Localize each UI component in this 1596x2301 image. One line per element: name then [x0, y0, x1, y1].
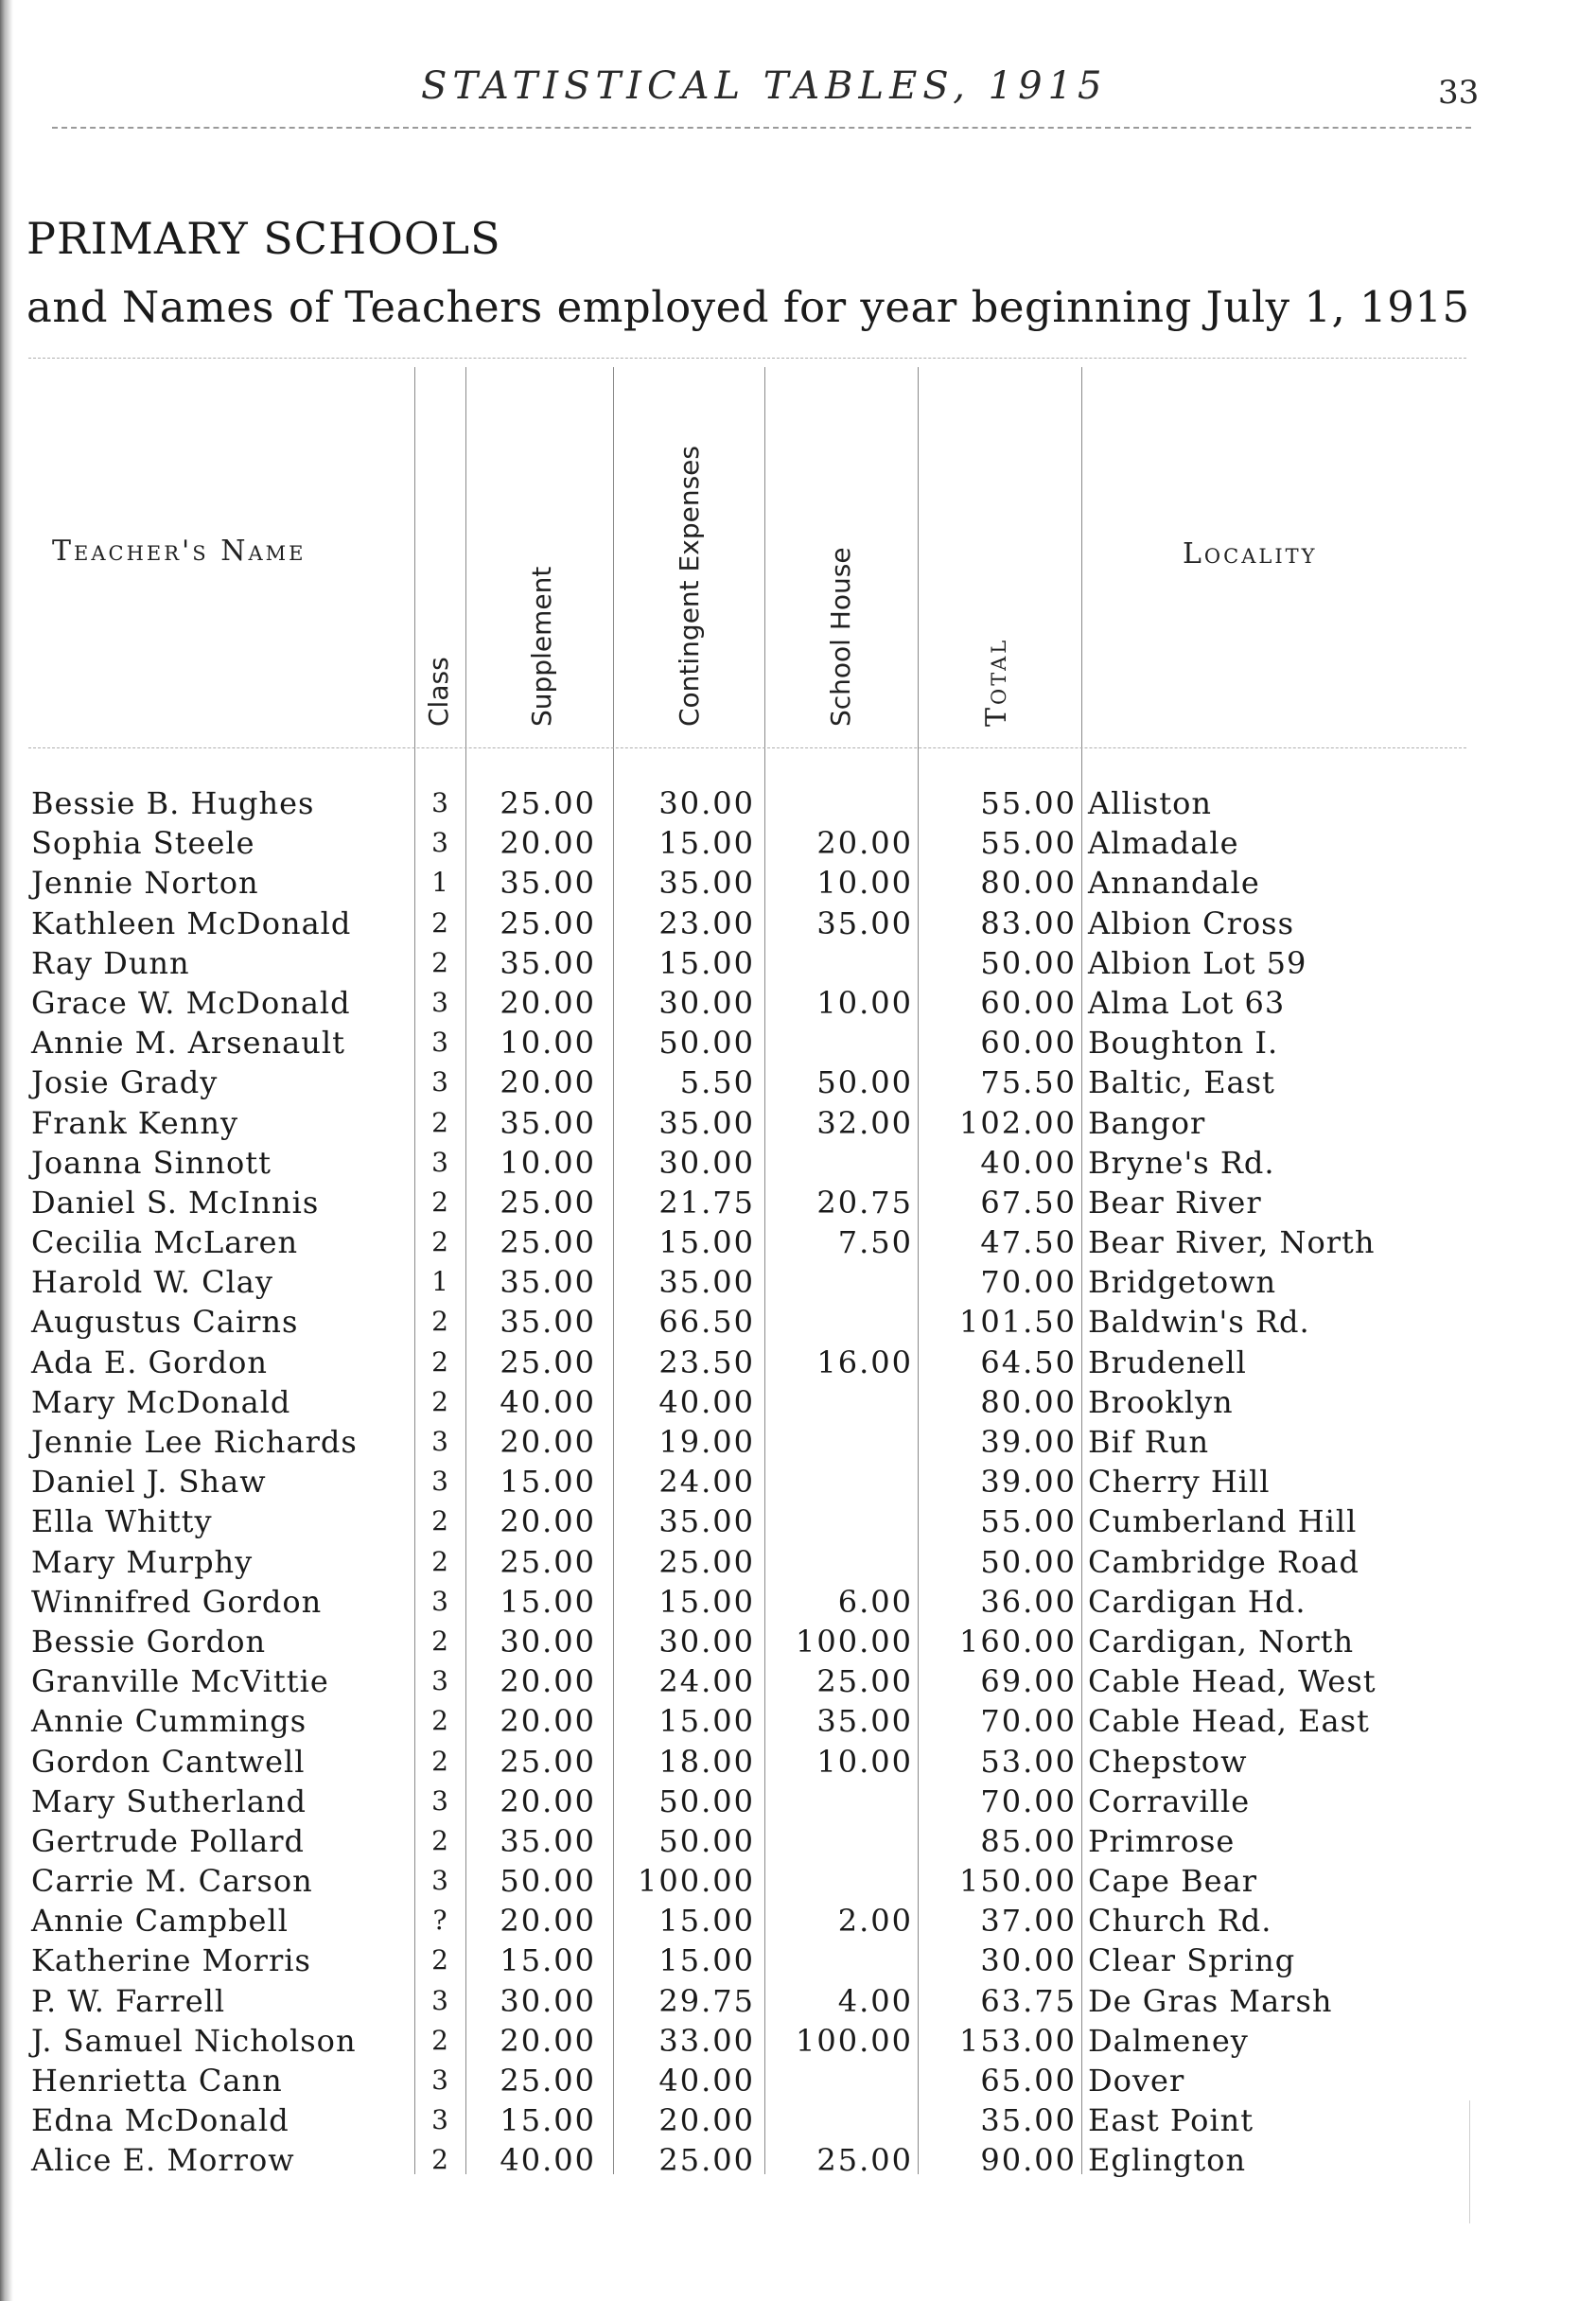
- class-value: 2: [431, 1306, 448, 1338]
- locality-name: Brudenell: [1088, 1344, 1247, 1380]
- class-value: 2: [431, 1545, 448, 1577]
- column-header-contingent-expenses: Contingent Expenses: [674, 446, 705, 727]
- school-house-value: 35.00: [816, 1703, 913, 1740]
- supplement-value: 30.00: [500, 1623, 596, 1660]
- total-value: 80.00: [980, 1383, 1077, 1420]
- table-row: [0, 1143, 1596, 1183]
- supplement-value: 20.00: [500, 1424, 596, 1460]
- supplement-value: 20.00: [500, 2022, 596, 2059]
- contingent-value: 15.00: [658, 825, 755, 862]
- teacher-table-body: [0, 783, 1596, 2181]
- locality-name: East Point: [1088, 2102, 1254, 2139]
- table-row: [0, 1343, 1596, 1382]
- teacher-name: Mary Murphy: [31, 1543, 254, 1580]
- teacher-name: Mary Sutherland: [31, 1783, 307, 1819]
- total-value: 70.00: [980, 1264, 1077, 1301]
- class-value: 3: [431, 1984, 448, 2016]
- contingent-value: 40.00: [658, 2063, 755, 2099]
- teacher-name: Edna McDonald: [31, 2102, 289, 2139]
- total-value: 102.00: [959, 1104, 1077, 1141]
- section-title: PRIMARY SCHOOLS: [26, 213, 501, 264]
- total-value: 63.75: [980, 1982, 1077, 2019]
- total-value: 40.00: [980, 1144, 1077, 1181]
- school-house-value: 2.00: [837, 1903, 913, 1940]
- total-value: 60.00: [980, 1025, 1077, 1062]
- table-row: [0, 1262, 1596, 1302]
- teacher-name: Jennie Lee Richards: [31, 1424, 358, 1460]
- locality-name: Almadale: [1088, 825, 1239, 862]
- locality-name: Alma Lot 63: [1088, 984, 1286, 1021]
- supplement-value: 20.00: [500, 1703, 596, 1740]
- school-house-value: 7.50: [837, 1224, 913, 1261]
- locality-name: Primrose: [1088, 1822, 1236, 1859]
- locality-name: Bryne's Rd.: [1088, 1144, 1275, 1181]
- teacher-name: Frank Kenny: [31, 1104, 239, 1141]
- locality-name: Cape Bear: [1088, 1863, 1257, 1900]
- supplement-value: 10.00: [500, 1144, 596, 1181]
- total-value: 39.00: [980, 1464, 1077, 1501]
- supplement-value: 15.00: [500, 2102, 596, 2139]
- school-house-value: 10.00: [816, 1743, 913, 1780]
- locality-name: Cable Head, East: [1088, 1703, 1370, 1740]
- contingent-value: 25.00: [658, 2142, 755, 2179]
- school-house-value: 4.00: [837, 1982, 913, 2019]
- contingent-value: 23.50: [658, 1344, 755, 1380]
- class-value: 2: [431, 1186, 448, 1218]
- locality-name: Eglington: [1088, 2142, 1247, 2179]
- table-row: [0, 1901, 1596, 1941]
- table-row: [0, 1742, 1596, 1782]
- locality-name: Cherry Hill: [1088, 1464, 1271, 1501]
- total-value: 36.00: [980, 1583, 1077, 1620]
- school-house-value: 35.00: [816, 905, 913, 941]
- teacher-name: Henrietta Cann: [31, 2063, 283, 2099]
- contingent-value: 100.00: [638, 1863, 755, 1900]
- school-house-value: 25.00: [816, 1663, 913, 1700]
- class-value: 2: [431, 2024, 448, 2056]
- teacher-name: Daniel S. McInnis: [31, 1184, 320, 1221]
- table-row: [0, 2140, 1596, 2180]
- class-value: 3: [431, 1585, 448, 1617]
- table-row: [0, 1302, 1596, 1342]
- table-row: [0, 1422, 1596, 1462]
- teacher-name: Alice E. Morrow: [31, 2142, 295, 2179]
- total-value: 60.00: [980, 984, 1077, 1021]
- teacher-name: Jennie Norton: [31, 865, 259, 902]
- table-row: [0, 1382, 1596, 1422]
- teacher-name: Annie M. Arsenault: [31, 1025, 345, 1062]
- table-row: [0, 1701, 1596, 1741]
- contingent-value: 30.00: [658, 1623, 755, 1660]
- contingent-value: 21.75: [658, 1184, 755, 1221]
- class-value: 2: [431, 1226, 448, 1258]
- supplement-value: 40.00: [500, 1383, 596, 1420]
- header-bottom-rule: [28, 747, 1466, 748]
- total-value: 55.00: [980, 1503, 1077, 1540]
- total-value: 70.00: [980, 1783, 1077, 1819]
- table-row: [0, 1542, 1596, 1582]
- column-header-school-house: School House: [825, 547, 856, 727]
- table-row: [0, 2061, 1596, 2100]
- total-value: 37.00: [980, 1903, 1077, 1940]
- class-value: 2: [431, 906, 448, 939]
- supplement-value: 35.00: [500, 944, 596, 981]
- supplement-value: 20.00: [500, 1783, 596, 1819]
- class-value: 3: [431, 1665, 448, 1697]
- class-value: 3: [431, 2104, 448, 2136]
- supplement-value: 25.00: [500, 1224, 596, 1261]
- teacher-name: Ella Whitty: [31, 1503, 213, 1540]
- class-value: 3: [431, 1426, 448, 1457]
- contingent-value: 23.00: [658, 905, 755, 941]
- supplement-value: 30.00: [500, 1982, 596, 2019]
- teacher-name: Annie Cummings: [31, 1703, 307, 1740]
- locality-name: Bear River, North: [1088, 1224, 1376, 1261]
- table-row: [0, 1183, 1596, 1222]
- contingent-value: 35.00: [658, 865, 755, 902]
- contingent-value: 15.00: [658, 944, 755, 981]
- supplement-value: 20.00: [500, 1064, 596, 1101]
- total-value: 47.50: [980, 1224, 1077, 1261]
- class-value: 1: [431, 867, 448, 899]
- contingent-value: 15.00: [658, 1942, 755, 1979]
- locality-name: Corraville: [1088, 1783, 1251, 1819]
- supplement-value: 20.00: [500, 1503, 596, 1540]
- table-row: [0, 943, 1596, 983]
- table-row: [0, 1821, 1596, 1861]
- school-house-value: 16.00: [816, 1344, 913, 1380]
- class-value: ?: [432, 1905, 447, 1937]
- supplement-value: 25.00: [500, 1743, 596, 1780]
- teacher-name: Gertrude Pollard: [31, 1822, 305, 1859]
- section-subtitle: and Names of Teachers employed for year beginning July 1, 1915: [26, 282, 1470, 332]
- table-row: [0, 1661, 1596, 1701]
- supplement-value: 20.00: [500, 984, 596, 1021]
- table-row: [0, 783, 1596, 823]
- total-value: 80.00: [980, 865, 1077, 902]
- class-value: 3: [431, 986, 448, 1018]
- school-house-value: 25.00: [816, 2142, 913, 2179]
- supplement-value: 35.00: [500, 865, 596, 902]
- table-row: [0, 1023, 1596, 1063]
- contingent-value: 29.75: [658, 1982, 755, 2019]
- school-house-value: 20.00: [816, 825, 913, 862]
- class-value: 3: [431, 1466, 448, 1498]
- supplement-value: 35.00: [500, 1822, 596, 1859]
- locality-name: Dover: [1088, 2063, 1185, 2099]
- table-row: [0, 1941, 1596, 1980]
- class-value: 2: [431, 1944, 448, 1976]
- running-title: STATISTICAL TABLES, 1915: [421, 64, 1108, 108]
- locality-name: Brooklyn: [1088, 1383, 1234, 1420]
- total-value: 55.00: [980, 785, 1077, 821]
- class-value: 3: [431, 1027, 448, 1059]
- class-value: 3: [431, 1146, 448, 1178]
- contingent-value: 5.50: [679, 1064, 755, 1101]
- supplement-value: 15.00: [500, 1583, 596, 1620]
- school-house-value: 32.00: [816, 1104, 913, 1141]
- total-value: 90.00: [980, 2142, 1077, 2179]
- teacher-name: Sophia Steele: [31, 825, 255, 862]
- table-row: [0, 1582, 1596, 1622]
- contingent-value: 50.00: [658, 1783, 755, 1819]
- supplement-value: 10.00: [500, 1025, 596, 1062]
- total-value: 83.00: [980, 905, 1077, 941]
- locality-name: Dalmeney: [1088, 2022, 1249, 2059]
- contingent-value: 20.00: [658, 2102, 755, 2139]
- contingent-value: 30.00: [658, 984, 755, 1021]
- supplement-value: 15.00: [500, 1464, 596, 1501]
- locality-name: Clear Spring: [1088, 1942, 1296, 1979]
- supplement-value: 25.00: [500, 905, 596, 941]
- supplement-value: 35.00: [500, 1304, 596, 1341]
- locality-name: Church Rd.: [1088, 1903, 1272, 1940]
- contingent-value: 15.00: [658, 1583, 755, 1620]
- table-row: [0, 1981, 1596, 2021]
- school-house-value: 20.75: [816, 1184, 913, 1221]
- class-value: 1: [431, 1266, 448, 1298]
- table-row: [0, 983, 1596, 1023]
- table-row: [0, 2021, 1596, 2061]
- teacher-name: Annie Campbell: [31, 1903, 289, 1940]
- class-value: 3: [431, 1784, 448, 1817]
- class-value: 2: [431, 1705, 448, 1737]
- teacher-name: Bessie Gordon: [31, 1623, 267, 1660]
- school-house-value: 10.00: [816, 984, 913, 1021]
- column-header-class: Class: [423, 657, 454, 727]
- contingent-value: 66.50: [658, 1304, 755, 1341]
- teacher-name: Augustus Cairns: [31, 1304, 299, 1341]
- class-value: 2: [431, 1106, 448, 1138]
- locality-name: Cardigan Hd.: [1088, 1583, 1307, 1620]
- contingent-value: 25.00: [658, 1543, 755, 1580]
- total-value: 55.00: [980, 825, 1077, 862]
- running-head: [0, 64, 1596, 121]
- supplement-value: 20.00: [500, 825, 596, 862]
- supplement-value: 20.00: [500, 1663, 596, 1700]
- teacher-name: J. Samuel Nicholson: [31, 2022, 357, 2059]
- contingent-value: 35.00: [658, 1104, 755, 1141]
- class-value: 3: [431, 2064, 448, 2096]
- table-row: [0, 823, 1596, 863]
- total-value: 65.00: [980, 2063, 1077, 2099]
- teacher-name: Winnifred Gordon: [31, 1583, 323, 1620]
- supplement-value: 35.00: [500, 1264, 596, 1301]
- class-value: 3: [431, 827, 448, 859]
- locality-name: Cardigan, North: [1088, 1623, 1355, 1660]
- page-number: 33: [1438, 74, 1480, 112]
- table-row: [0, 904, 1596, 943]
- teacher-name: Katherine Morris: [31, 1942, 311, 1979]
- class-value: 2: [431, 1505, 448, 1537]
- supplement-value: 25.00: [500, 1543, 596, 1580]
- total-value: 85.00: [980, 1822, 1077, 1859]
- contingent-value: 35.00: [658, 1503, 755, 1540]
- table-row: [0, 1222, 1596, 1262]
- total-value: 50.00: [980, 1543, 1077, 1580]
- class-value: 2: [431, 1345, 448, 1378]
- teacher-name: Carrie M. Carson: [31, 1863, 313, 1900]
- teacher-name: P. W. Farrell: [31, 1982, 226, 2019]
- teacher-name: Josie Grady: [31, 1064, 219, 1101]
- school-house-value: 100.00: [796, 2022, 913, 2059]
- contingent-value: 18.00: [658, 1743, 755, 1780]
- contingent-value: 50.00: [658, 1025, 755, 1062]
- total-value: 39.00: [980, 1424, 1077, 1460]
- contingent-value: 15.00: [658, 1703, 755, 1740]
- supplement-value: 40.00: [500, 2142, 596, 2179]
- contingent-value: 15.00: [658, 1224, 755, 1261]
- locality-name: De Gras Marsh: [1088, 1982, 1333, 2019]
- table-row: [0, 1502, 1596, 1541]
- locality-name: Baltic, East: [1088, 1064, 1275, 1101]
- locality-name: Cable Head, West: [1088, 1663, 1377, 1700]
- contingent-value: 30.00: [658, 785, 755, 821]
- school-house-value: 10.00: [816, 865, 913, 902]
- teacher-name: Granville McVittie: [31, 1663, 329, 1700]
- supplement-value: 15.00: [500, 1942, 596, 1979]
- school-house-value: 50.00: [816, 1064, 913, 1101]
- school-house-value: 6.00: [837, 1583, 913, 1620]
- contingent-value: 33.00: [658, 2022, 755, 2059]
- class-value: 2: [431, 946, 448, 978]
- locality-name: Alliston: [1088, 785, 1212, 821]
- table-row: [0, 1462, 1596, 1502]
- total-value: 64.50: [980, 1344, 1077, 1380]
- total-value: 153.00: [959, 2022, 1077, 2059]
- total-value: 75.50: [980, 1064, 1077, 1101]
- margin-rule: [1469, 2100, 1470, 2223]
- teacher-name: Gordon Cantwell: [31, 1743, 306, 1780]
- teacher-name: Grace W. McDonald: [31, 984, 351, 1021]
- total-value: 70.00: [980, 1703, 1077, 1740]
- teacher-name: Harold W. Clay: [31, 1264, 273, 1301]
- supplement-value: 25.00: [500, 1184, 596, 1221]
- running-head-rule: [52, 127, 1471, 129]
- contingent-value: 50.00: [658, 1822, 755, 1859]
- supplement-value: 50.00: [500, 1863, 596, 1900]
- contingent-value: 15.00: [658, 1903, 755, 1940]
- locality-name: Annandale: [1088, 865, 1260, 902]
- class-value: 2: [431, 2144, 448, 2176]
- class-value: 2: [431, 1745, 448, 1777]
- total-value: 101.50: [959, 1304, 1077, 1341]
- supplement-value: 25.00: [500, 2063, 596, 2099]
- table-row: [0, 1622, 1596, 1661]
- class-value: 2: [431, 1824, 448, 1856]
- column-header-teachers-name: Teacher's Name: [52, 535, 307, 568]
- column-header-locality: Locality: [1183, 537, 1318, 571]
- total-value: 35.00: [980, 2102, 1077, 2139]
- teacher-name: Cecilia McLaren: [31, 1224, 299, 1261]
- table-row: [0, 2100, 1596, 2140]
- teacher-name: Joanna Sinnott: [31, 1144, 272, 1181]
- column-header-supplement: Supplement: [526, 566, 557, 727]
- total-value: 69.00: [980, 1663, 1077, 1700]
- teacher-name: Ray Dunn: [31, 944, 190, 981]
- teacher-name: Daniel J. Shaw: [31, 1464, 267, 1501]
- class-value: 3: [431, 1066, 448, 1098]
- teacher-name: Bessie B. Hughes: [31, 785, 315, 821]
- table-row: [0, 1861, 1596, 1901]
- table-row: [0, 863, 1596, 903]
- contingent-value: 30.00: [658, 1144, 755, 1181]
- total-value: 150.00: [959, 1863, 1077, 1900]
- contingent-value: 19.00: [658, 1424, 755, 1460]
- locality-name: Bif Run: [1088, 1424, 1210, 1460]
- locality-name: Baldwin's Rd.: [1088, 1304, 1310, 1341]
- locality-name: Albion Lot 59: [1088, 944, 1307, 981]
- table-row: [0, 1063, 1596, 1102]
- school-house-value: 100.00: [796, 1623, 913, 1660]
- table-top-rule: [28, 358, 1466, 359]
- teacher-name: Ada E. Gordon: [31, 1344, 269, 1380]
- total-value: 67.50: [980, 1184, 1077, 1221]
- class-value: 2: [431, 1625, 448, 1657]
- locality-name: Albion Cross: [1088, 905, 1294, 941]
- teacher-name: Mary McDonald: [31, 1383, 291, 1420]
- supplement-value: 35.00: [500, 1104, 596, 1141]
- locality-name: Bridgetown: [1088, 1264, 1277, 1301]
- total-value: 160.00: [959, 1623, 1077, 1660]
- locality-name: Cumberland Hill: [1088, 1503, 1358, 1540]
- column-header-total: Total: [980, 637, 1013, 727]
- locality-name: Cambridge Road: [1088, 1543, 1359, 1580]
- class-value: 2: [431, 1385, 448, 1417]
- contingent-value: 40.00: [658, 1383, 755, 1420]
- locality-name: Bangor: [1088, 1104, 1206, 1141]
- contingent-value: 24.00: [658, 1663, 755, 1700]
- class-value: 3: [431, 1865, 448, 1897]
- supplement-value: 25.00: [500, 785, 596, 821]
- supplement-value: 20.00: [500, 1903, 596, 1940]
- total-value: 50.00: [980, 944, 1077, 981]
- locality-name: Bear River: [1088, 1184, 1262, 1221]
- locality-name: Chepstow: [1088, 1743, 1248, 1780]
- teacher-name: Kathleen McDonald: [31, 905, 352, 941]
- contingent-value: 24.00: [658, 1464, 755, 1501]
- total-value: 30.00: [980, 1942, 1077, 1979]
- class-value: 3: [431, 787, 448, 818]
- locality-name: Boughton I.: [1088, 1025, 1279, 1062]
- table-row: [0, 1782, 1596, 1821]
- total-value: 53.00: [980, 1743, 1077, 1780]
- table-row: [0, 1103, 1596, 1143]
- supplement-value: 25.00: [500, 1344, 596, 1380]
- contingent-value: 35.00: [658, 1264, 755, 1301]
